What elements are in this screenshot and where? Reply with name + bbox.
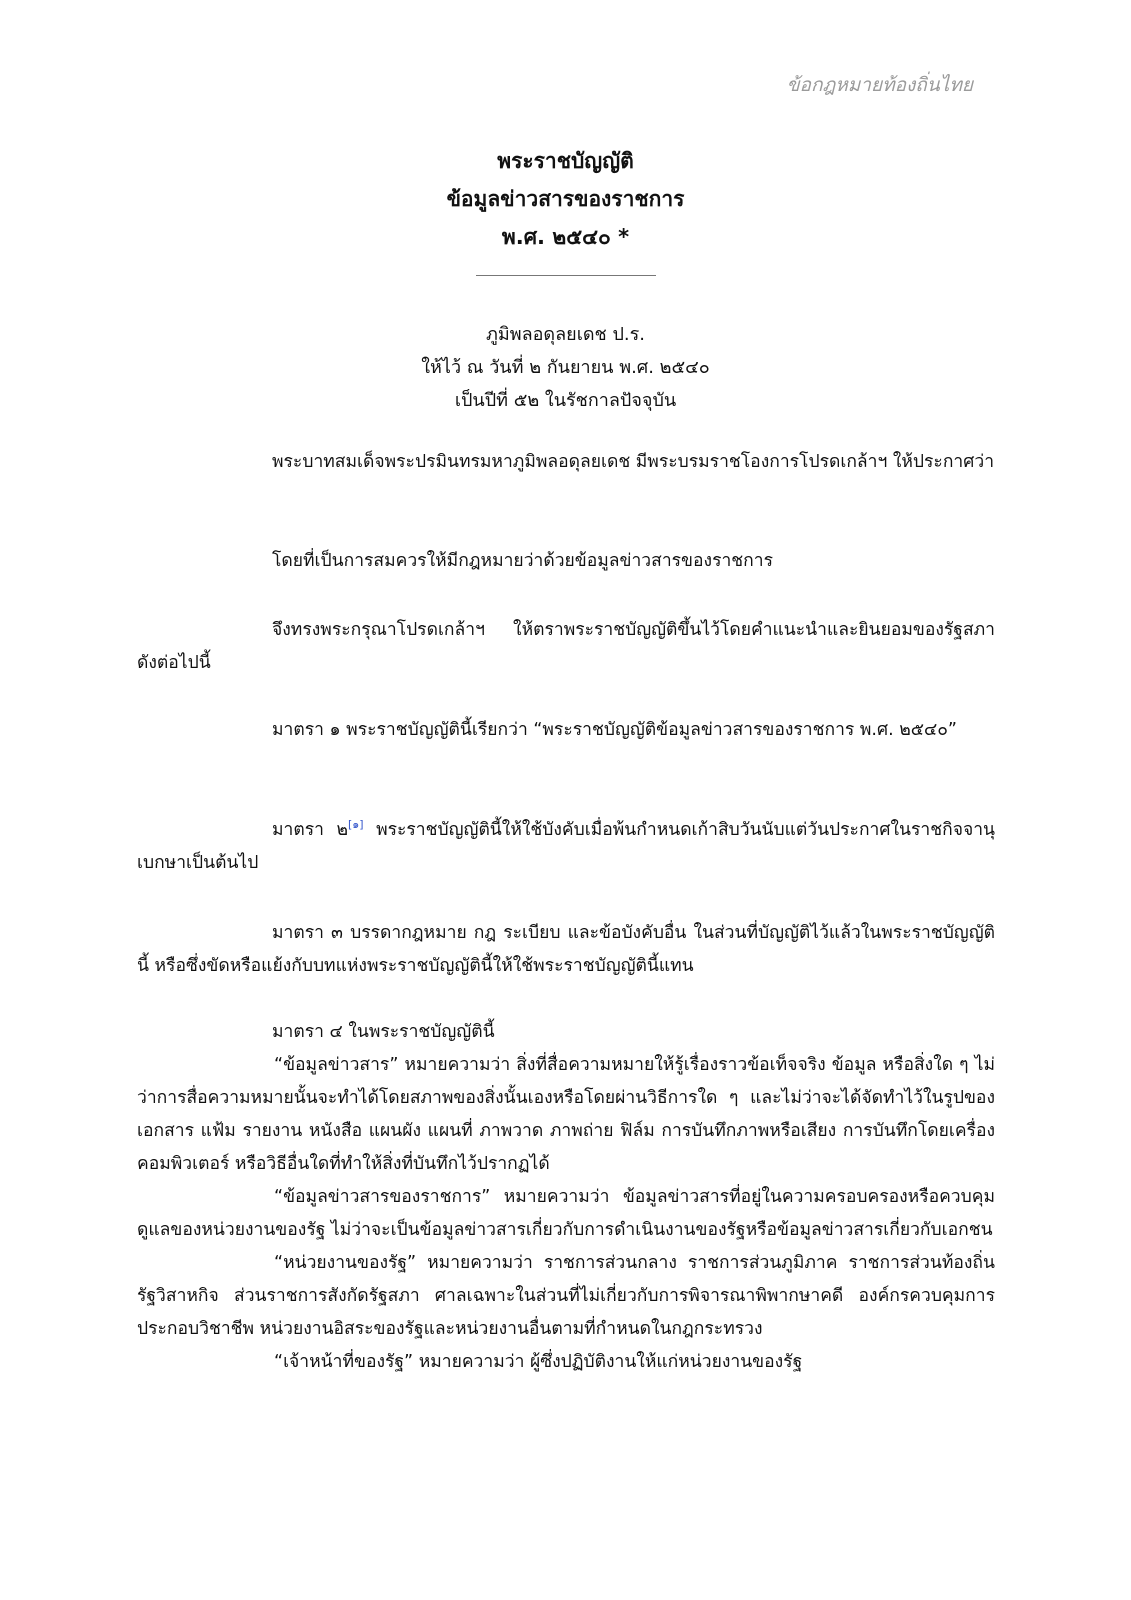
preamble-paragraph: จึงทรงพระกรุณาโปรดเกล้าฯ ให้ตราพระราชบัญญัติขึ้นไว้โดยคำแนะนำและยินยอมของรัฐสภา ดังต่อไปนี้ — [137, 620, 995, 673]
site-brand: ข้อกฎหมายท้องถิ่นไทย — [786, 74, 973, 96]
title-line-2: ข้อมูลข่าวสารของราชการ — [446, 187, 685, 211]
title-line-1: พระราชบัญญัติ — [497, 149, 634, 173]
section-4 — [137, 1016, 995, 1379]
preamble-enactment — [137, 614, 995, 680]
preamble-paragraph: พระบาทสมเด็จพระปรมินทรมหาภูมิพลอดุลยเดช มีพระบรมราชโองการโปรดเกล้าฯ ให้ประกาศว่า — [272, 452, 995, 472]
royal-signature — [0, 318, 1131, 417]
section-4-heading: มาตรา ๔ ในพระราชบัญญัตินี้ — [272, 1022, 495, 1042]
section-2 — [137, 814, 995, 880]
title-line-3: พ.ศ. ๒๕๔๐ * — [501, 225, 630, 249]
title-divider — [476, 275, 656, 276]
preamble-paragraph: โดยที่เป็นการสมควรให้มีกฎหมายว่าด้วยข้อมูลข่าวสารของราชการ — [272, 551, 773, 571]
definition-information: “ข้อมูลข่าวสาร” หมายความว่า สิ่งที่สื่อความหมายให้รู้เรื่องราวข้อเท็จจริง ข้อมูล หรือสิ่งใด ๆ ไม่ว่าการสื่อความหมายนั้นจะทำได้โดยสภาพของสิ่งนั้นเองหรือโดยผ่านวิธีการใด ๆ และไม่ว่าจะได้จัดทำไว้ในรูปของเอกสาร แฟ้ม รายงาน หนังสือ แผนผัง แผนที่ ภาพวาด ภาพถ่าย ฟิล์ม การบันทึกภาพหรือเสียง การบันทึกโดยเครื่องคอมพิวเตอร์ หรือวิธีอื่นใดที่ทำให้สิ่งที่บันทึกไว้ปรากฏได้ — [137, 1055, 995, 1174]
preamble-rationale — [137, 545, 995, 578]
section-3 — [137, 917, 995, 983]
act-title — [0, 142, 1131, 256]
section-2-label: มาตรา ๒ — [272, 820, 348, 840]
signature-given-date: ให้ไว้ ณ วันที่ ๒ กันยายน พ.ศ. ๒๕๔๐ — [421, 357, 710, 378]
definition-state-agency: “หน่วยงานของรัฐ” หมายความว่า ราชการส่วนกลาง ราชการส่วนภูมิภาค ราชการส่วนท้องถิ่น รัฐวิสาหกิจ ส่วนราชการสังกัดรัฐสภา ศาลเฉพาะในส่วนที่ไม่เกี่ยวกับการพิจารณาพิพากษาคดี องค์กรควบคุมการประกอบวิชาชีพ หน่วยงานอิสระของรัฐและหน่วยงานอื่นตามที่กำหนดในกฎกระทรวง — [137, 1253, 995, 1339]
definition-state-official: “เจ้าหน้าที่ของรัฐ” หมายความว่า ผู้ซึ่งปฏิบัติงานให้แก่หน่วยงานของรัฐ — [274, 1352, 803, 1372]
footnote-link[interactable]: [๑] — [348, 818, 364, 832]
preamble-royal-command — [137, 446, 995, 479]
section-text — [137, 814, 995, 880]
section-2-body: พระราชบัญญัตินี้ให้ใช้บังคับเมื่อพ้นกำหนดเก้าสิบวันนับแต่วันประกาศในราชกิจจานุเบกษาเป็นต้นไป — [137, 820, 995, 873]
signature-king: ภูมิพลอดุลยเดช ป.ร. — [485, 324, 646, 345]
signature-reign-year: เป็นปีที่ ๕๒ ในรัชกาลปัจจุบัน — [454, 390, 677, 411]
section-text: มาตรา ๓ บรรดากฎหมาย กฎ ระเบียบ และข้อบังคับอื่น ในส่วนที่บัญญัติไว้แล้วในพระราชบัญญัตินี้ หรือซึ่งขัดหรือแย้งกับบทแห่งพระราชบัญญัตินี้ให้ใช้พระราชบัญญัตินี้แทน — [137, 923, 995, 976]
section-text: มาตรา ๑ พระราชบัญญัตินี้เรียกว่า “พระราชบัญญัติข้อมูลข่าวสารของราชการ พ.ศ. ๒๕๔๐” — [272, 720, 957, 740]
section-1 — [137, 714, 995, 747]
definition-government-information: “ข้อมูลข่าวสารของราชการ” หมายความว่า ข้อมูลข่าวสารที่อยู่ในความครอบครองหรือควบคุมดูแลของหน่วยงานของรัฐ ไม่ว่าจะเป็นข้อมูลข่าวสารเกี่ยวกับการดำเนินงานของรัฐหรือข้อมูลข่าวสารเกี่ยวกับเอกชน — [137, 1187, 995, 1240]
